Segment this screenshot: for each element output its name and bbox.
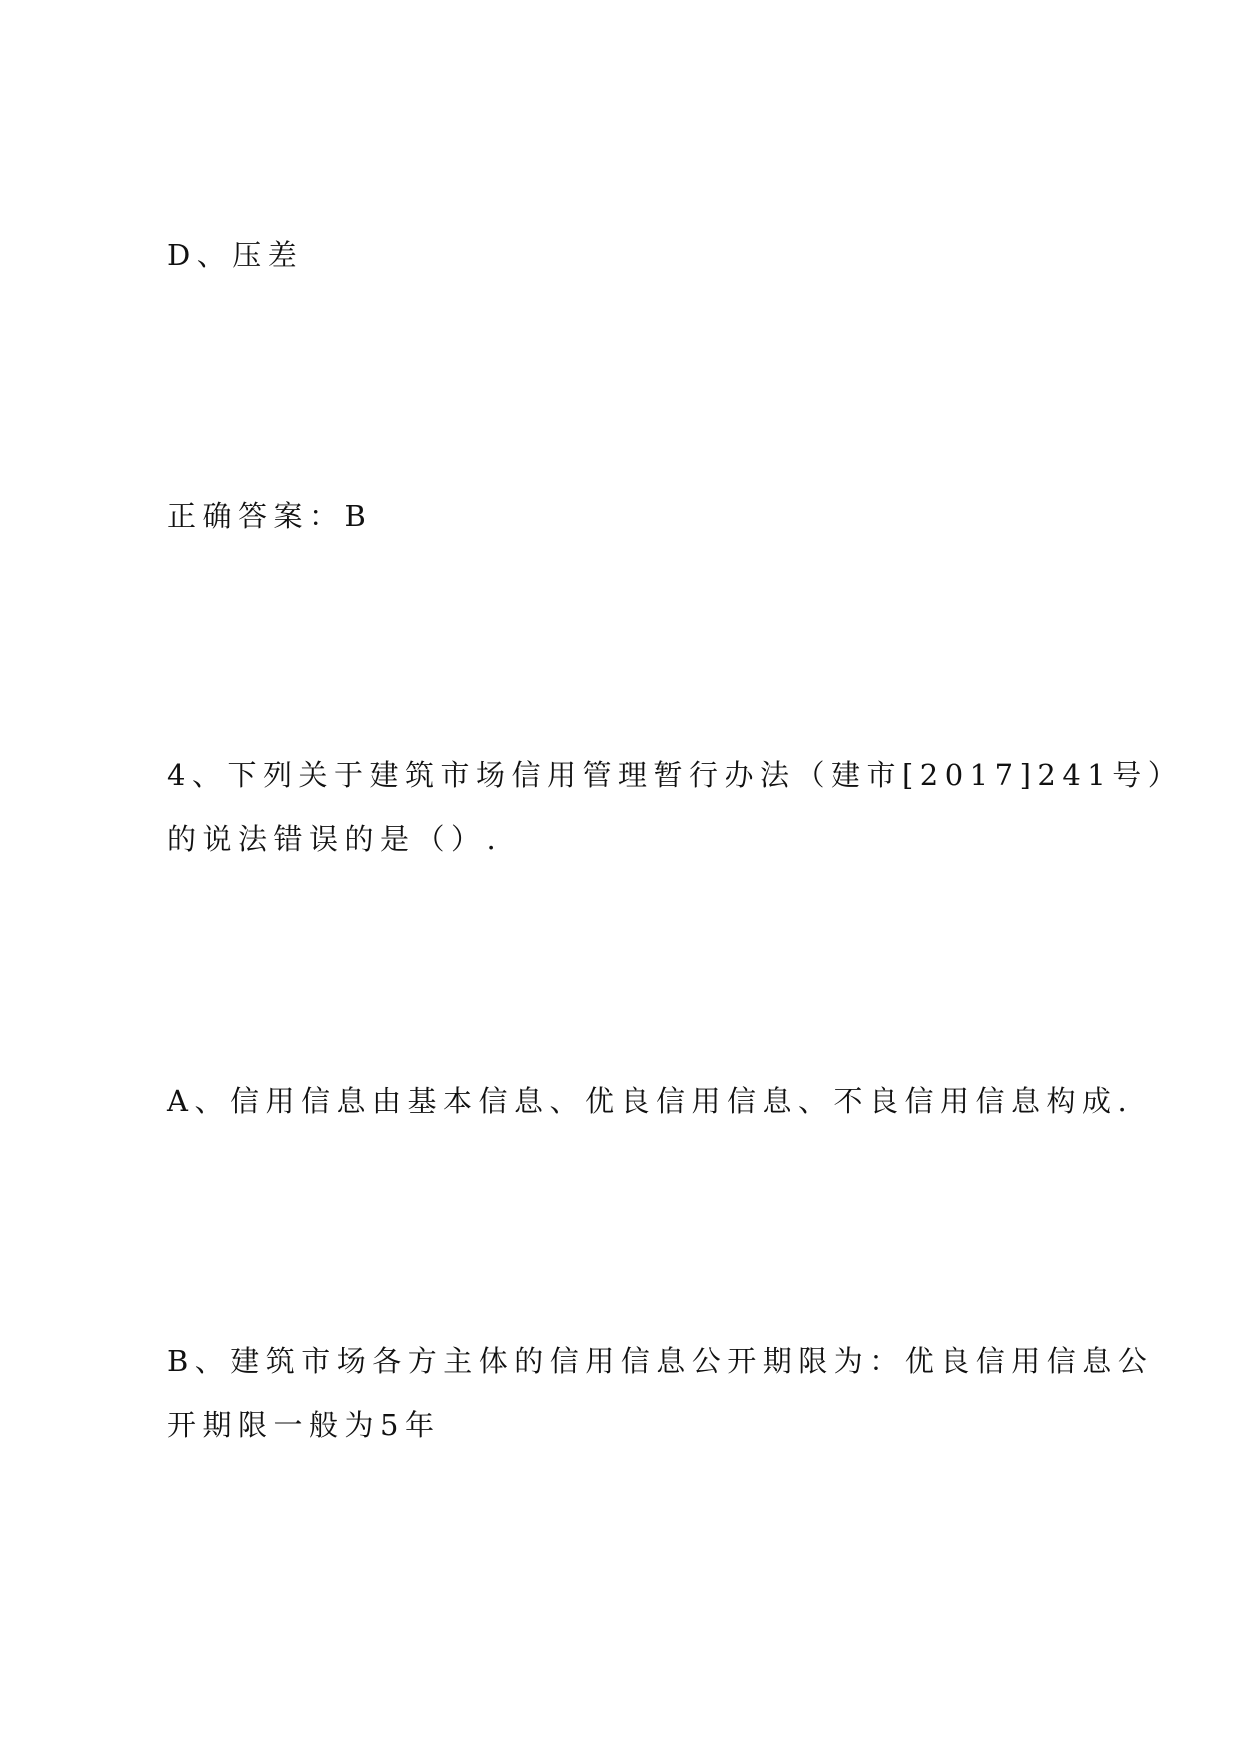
option-b-line-2: 开期限一般为5年 — [167, 1408, 441, 1442]
correct-answer: 正确答案：B — [167, 499, 373, 533]
option-b-line-1: B、建筑市场各方主体的信用信息公开期限为：优良信用信息公 — [167, 1344, 1154, 1378]
option-d: D、压差 — [167, 238, 304, 272]
option-a: A、信用信息由基本信息、优良信用信息、不良信用信息构成. — [167, 1084, 1134, 1118]
question-4-line-1: 4、下列关于建筑市场信用管理暂行办法（建市[2017]241号） — [167, 758, 1184, 792]
question-4-line-2: 的说法错误的是（）. — [167, 822, 503, 856]
